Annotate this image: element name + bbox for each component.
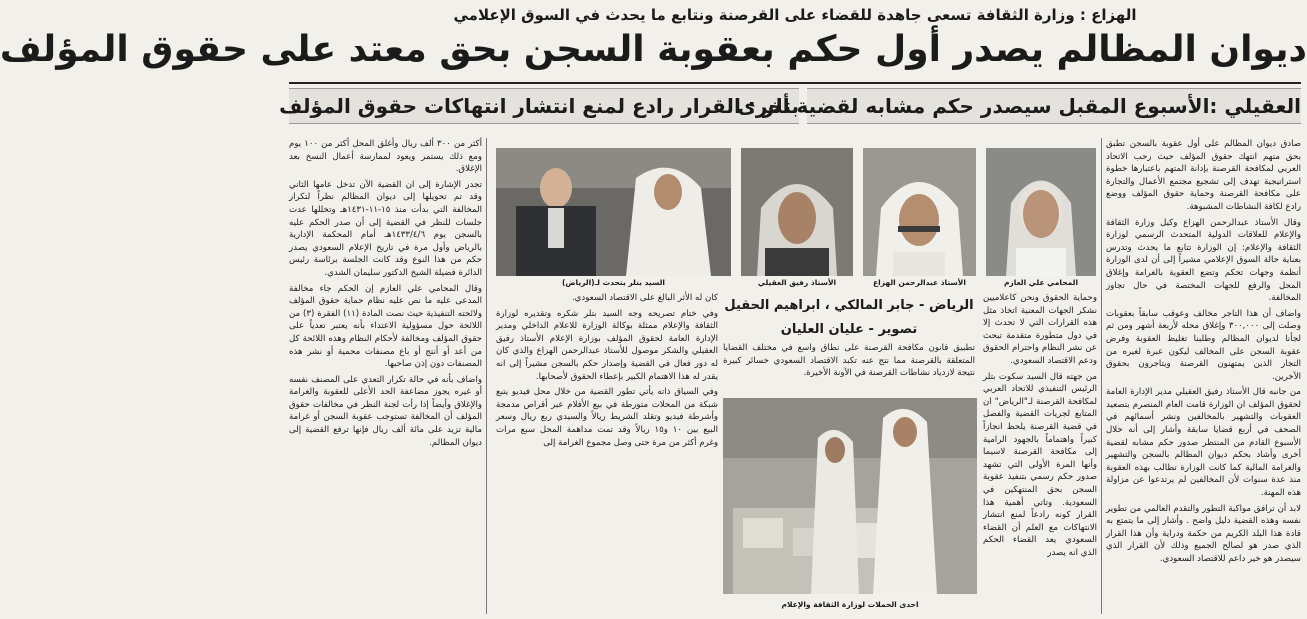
paragraph: من جهته قال السيد سكوت بتلر الرئيس التنفيذي للاتحاد العربي لمكافحة القرصنة لـ"الرياض" ان المتابع لجريات القضية والفصل في قضية القرصنة يلحظ انجازاً كبيراً واهتماماً بالجهود الرامية إلى مكافحة القرصنة لاسيما وأنها المرة الأولى التي تشهد صدور حكم رسمي بتنفيذ عقوبة السجن بحق المنتهكين في السعودية. وتاتي أهمية هذا القرار كونه رادعاً لمنع انتشار الانتهاكات مع العلم أن القضاء السعودي يعد القضاء الحكم الذي انه يصدر: [983, 371, 1097, 558]
paragraph: تجدر الإشارة إلى ان القضية الآن تدخل عامها الثاني وقد تم تحويلها إلى ديوان المظالم نظراً لتكرار المخالفة التي بدأت منذ ١٥-١١-١٤٣١هـ وتخللها عدت جلسات للنظر في القضية إلى أن صدر الحكم عليه بالسجن يوم ١٤٣٣/٤/٦هـ أمام المحكمة الإدارية بالرياض وأول مرة في تاريخ الإعلام السعودي يصدر حكم من هذا النوع وقد كانت الجلسة برئاسة رئيس الدائرة فضيلة الشيخ الدكتور سليمان الشدي.: [289, 179, 483, 278]
headline-rule: [289, 82, 1301, 84]
raid-scene-icon: [723, 398, 977, 594]
person-silhouette-icon: [863, 148, 976, 276]
raid-campaign-photo: [723, 398, 977, 594]
column-divider: [1101, 138, 1102, 614]
portrait-photo-alaqeeli: [741, 148, 853, 276]
paragraph: وحماية الحقوق ونحن كاعلاميين نشكر الجهات المعنية اتخاذ مثل هذه القرارات التي لا تحدث إلا في دول متطورة متقدمة تبحث عن نشر النظام واحترام الحقوق ودعم الاقتصاد السعودي.: [983, 293, 1097, 366]
photo-caption: الأستاذ رفيق العقيلي: [757, 278, 837, 287]
article-column-3: [723, 342, 975, 394]
paragraph: وقال الأستاذ عبدالرحمن الهزاع وكيل وزارة الثقافة والإعلام للعلاقات الدولية المتحدث الرسمي لوزارة الثقافة والإعلام: إن الوزارة تتابع ما يحدث وتدرس بعناية حالة السوق الإعلامي مشيراً إلى أن لدى الوزارة أنظمة وجهات تحكم وتضع العقوبة بالغرامة وإغلاق المحل والرفع للجهات المختصة في حال تجاوز المخالفة.: [1106, 217, 1301, 304]
paragraph: أكثر من ٣٠٠ ألف ريال وأغلق المحل أكثر من ١٠٠ يوم ومع ذلك يستمر ويعود لممارسة أعمال النسخ بعد الإغلاق.: [289, 139, 482, 175]
paragraph: وفي ختام تصريحه وجه السيد بتلر شكره وتقديره لوزارة الثقافة والإعلام ممثلة بوكالة الوزارة للاعلام الداخلي ومدير الإدارة العامة لحقوق المؤلف بوزارة الإعلام الأستاذ رفيق العقيلي والشكر موصول للأستاذ عبدالرحمن الهزاع والذي كان له دور فعال في القضية وإصدار حكم بالسجن مشيراً إلى انه يقدر له هذا الاهتمام الكبير بإعطاء الحقوق لأصحابها.: [496, 308, 718, 382]
person-silhouette-icon: [741, 148, 853, 276]
photo-caption: احدى الحملات لوزارة الثقافة والإعلام: [781, 600, 919, 609]
subheadline-right: العقيلي :الأسبوع المقبل سيصدر حكم مشابه لقضية أخرى: [807, 88, 1301, 124]
paragraph: من جانبه قال الأستاذ رفيق العقيلي مدير الإدارة العامة لحقوق المؤلف ان الوزارة قامت العام المنصرم بتصعيد العقوبات والتشهير بالمخالفين ونشر أسمائهم في الصحف في أربع قضايا سابقة وأشار إلى أنه خلال الأسبوع القادم من المنتظر صدور حكم مشابه لقضية أخرى وأشاد بحكم ديوان المظالم بالسجن والتشهير والغرامة المالية كما كانت الوزارة تطالب بهذه العقوبة منذ عدة سنوات لأن المخالفين لم يرتدعوا عن مزاولة هذه المهنة.: [1106, 387, 1301, 499]
photo-caption: المحامي علي العازم: [1003, 278, 1079, 287]
paragraph: صادق ديوان المظالم على أول عقوبة بالسجن تطبق بحق متهم انتهك حقوق المؤلف حيث رحب الاتحاد العربي لمكافحة القرصنة بإدانة المتهم باعتبارها خطوة استراتيجية تهدف إلى تشجيع مجتمع الأعمال والتجارة على مكافحة القرصنة وحماية حقوق المؤلف ووضع رادع لكافة النشاطات المشبوهة.: [1106, 139, 1301, 212]
paragraph: واضاف بأنه في حالة تكرار التعدي على المصنف نفسه أو غيره يجوز مضاعفة الحد الأعلى للعقوبة والغرامة والإغلاق وأيضاً إذا رأت لجنة النظر في مخالفات حقوق المؤلف أن المخالفة تستوجب عقوبة السجن أو غرامة مالية تزيد على مائة ألف ريال فإنها ترفع القضية إلى ديوان المظالم.: [289, 374, 482, 448]
portrait-photo-alazem: [986, 148, 1096, 276]
article-column-2: [983, 292, 1097, 616]
person-silhouette-icon: [986, 148, 1096, 276]
article-column-5: [289, 138, 482, 616]
article-column-4: [496, 292, 718, 616]
paragraph: تطبيق قانون مكافحة القرصنة على نطاق واسع في مختلف القضايا المتعلقة بالقرصنة مما نتج عنه تكبد الاقتصاد السعودي خسائر كبيرة نتيجة لازدياد نشاطات القرصنة في الآونة الأخيرة.: [723, 343, 975, 379]
photo-caption: السيد بتلر يتحدث لـ(الرياض): [561, 278, 665, 287]
byline-credit: الرياض - جابر المالكي ، ابراهيم الحقيل: [724, 298, 974, 313]
kicker-headline: الهزاع : وزارة الثقافة تسعى جاهدة للقضاء على القرصنة ونتابع ما يحدث في السوق الإعلامي: [453, 6, 1137, 24]
paragraph: واضاف أن هذا التاجر مخالف وعوقب سابقاً بعقوبات وصلت إلى ٣٠٠,٠٠٠ وإغلاق محله لأربعة أشهر ومن ثم لجأنا لديوان المظالم وطلبنا تغليظ العقوبة وفرض عقوبة السجن على المخالف ليكون عبرة لغيره من التجار الذين يمتهنون القرصنة ويتاجرون بحقوق الآخرين.: [1106, 308, 1301, 382]
paragraph: كان له الأثر البالغ على الاقتصاد السعودي.: [571, 293, 718, 303]
photo-caption: الأستاذ عبدالرحمن الهزاع: [873, 278, 966, 287]
main-headline: ديوان المظالم يصدر أول حكم بعقوبة السجن بحق معتد على حقوق المؤلف: [0, 29, 1307, 70]
paragraph: وقال المحامي علي العازم إن الحكم جاء مخالفة المدعى عليه ما نص عليه نظام حماية حقوق المؤلف ولائحته التنفيذية حيث نصت المادة (١١) الفقرة (٣) من اللائحة حول مسؤولية الاعتداء بأنه يعتبر تعدياً على حقوق المؤلف ومخالفة لأحكام النظام وهذه اللائحة كل من أعد أو أنتج أو باع مصنفات محمية أو نشر هذه المصنفات دون إذن صاحبها.: [289, 283, 482, 370]
column-divider: [486, 138, 487, 614]
subheadline-left: بتلر : القرار رادع لمنع انتشار انتهاكات حقوق المؤلف: [289, 88, 799, 124]
paragraph: لابد أن ترافق مواكبة التطور والتقدم العالمي من تطوير نفسه وهذه القضية دليل واضح . وأشار إلى ما يتمتع به قادة هذا البلد الكريم من حكمة ودراية وأن هذا القرار الذي صدر هو لصالح الجميع وذلك لأن القرار الذي سيصدر هو خير داعم للاقتصاد السعودي.: [1106, 503, 1301, 564]
paragraph: وفي السياق ذاته يأتي تطور القضية من خلال محل فيديو يتبع شبكة من المحلات متورطة في بيع الأفلام عبر أقراص مدمجة وأشرطة فيديو وتقلد الشريط ريالاً والسيدي ربع ريال وسعر البيع بين ١٠ و١٥ ريالاً وقد تمت مداهمة المحل سبع مرات وغرم أكثر من مرة حتى وصل مجموع الغرامة إلى: [496, 387, 718, 448]
photo-credit: تصوير - عليان العليان: [780, 322, 918, 337]
portrait-photo-alhazza: [863, 148, 976, 276]
article-column-1: [1106, 138, 1301, 616]
interview-scene-icon: [496, 148, 731, 276]
interview-photo-butler: [496, 148, 731, 276]
